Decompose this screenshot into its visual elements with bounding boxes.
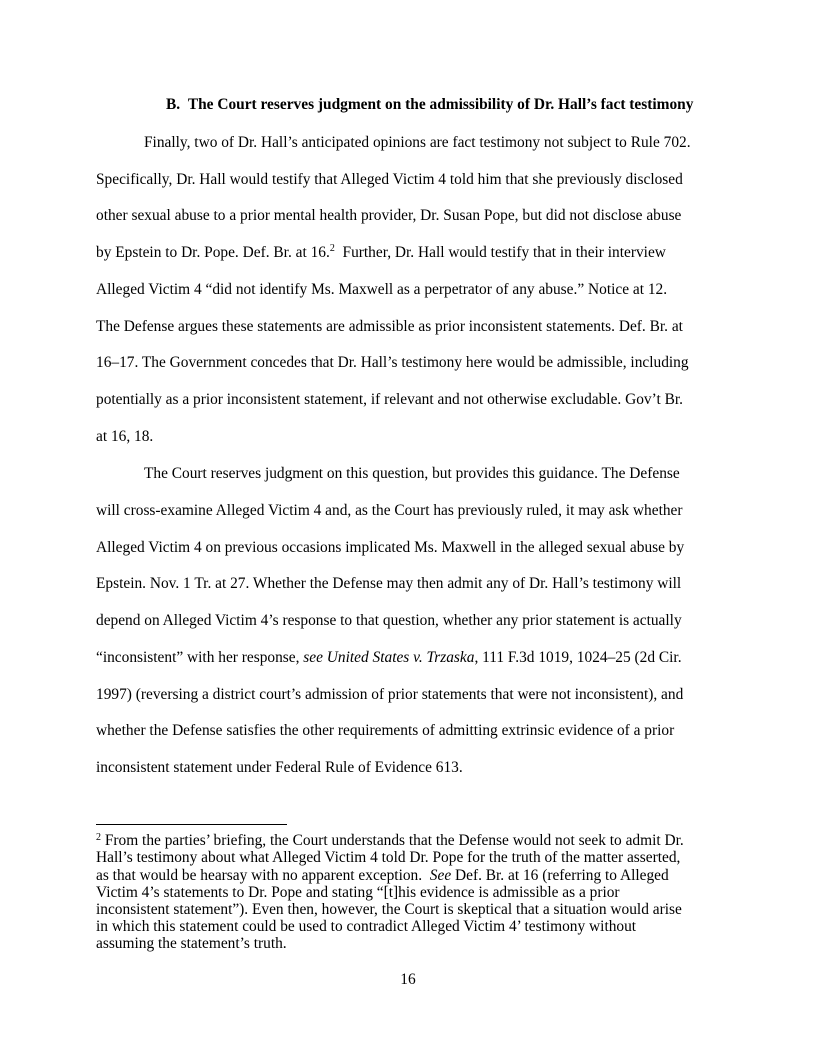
body-line: whether the Defense satisfies the other requirements of admitting extrinsic evidence of a prior <box>96 722 675 739</box>
signal-word: See <box>429 867 452 884</box>
footnote-text: From the parties’ briefing, the Court understands that the Defense would not seek to admit Dr. <box>101 832 684 849</box>
footnote-marker: 2 <box>96 832 101 843</box>
body-line <box>96 648 682 668</box>
body-line: 1997) (reversing a district court’s admission of prior statements that were not inconsistent), and <box>96 686 684 703</box>
body-line: The Defense argues these statements are admissible as prior inconsistent statements. Def. Br. at <box>96 318 683 335</box>
footnote-divider <box>96 824 287 825</box>
body-line: 16–17. The Government concedes that Dr. Hall’s testimony here would be admissible, including <box>96 354 689 371</box>
footnote-line: in which this statement could be used to contradict Alleged Victim 4’ testimony without <box>96 918 637 935</box>
body-line: potentially as a prior inconsistent statement, if relevant and not otherwise excludable. Gov’t Br. <box>96 391 683 408</box>
body-line: depend on Alleged Victim 4’s response to that question, whether any prior statement is actually <box>96 612 682 629</box>
body-line: will cross-examine Alleged Victim 4 and, as the Court has previously ruled, it may ask whether <box>96 502 683 519</box>
body-text: Further, Dr. Hall would testify that in their interview <box>334 244 666 261</box>
case-citation: see United States v. Trzaska <box>303 649 475 666</box>
footnote-line: Hall’s testimony about what Alleged Victim 4 told Dr. Pope for the truth of the matter asserted, <box>96 849 681 866</box>
footnote-line: assuming the statement’s truth. <box>96 935 287 952</box>
footnote-text: Def. Br. at 16 (referring to Alleged <box>451 867 669 884</box>
body-line: at 16, 18. <box>96 428 154 445</box>
body-line: Alleged Victim 4 “did not identify Ms. Maxwell as a perpetrator of any abuse.” Notice at 12. <box>96 281 668 298</box>
body-line: Alleged Victim 4 on previous occasions implicated Ms. Maxwell in the alleged sexual abuse by <box>96 539 685 556</box>
body-text: “inconsistent” with her response, <box>96 649 304 666</box>
body-line: The Court reserves judgment on this question, but provides this guidance. The Defense <box>144 465 680 482</box>
footnote-reference[interactable]: 2 <box>329 243 335 254</box>
body-line: Epstein. Nov. 1 Tr. at 27. Whether the Defense may then admit any of Dr. Hall’s testimony will <box>96 575 682 592</box>
footnote-line: inconsistent statement”). Even then, however, the Court is skeptical that a situation would arise <box>96 901 682 918</box>
section-heading <box>166 95 766 115</box>
page-number: 16 <box>400 971 416 988</box>
body-line <box>96 243 666 263</box>
body-text: , 111 F.3d 1019, 1024–25 (2d Cir. <box>474 649 682 666</box>
section-label: B. <box>166 96 181 113</box>
body-line: Specifically, Dr. Hall would testify that Alleged Victim 4 told him that she previously disclosed <box>96 171 683 188</box>
body-line: inconsistent statement under Federal Rule of Evidence 613. <box>96 759 463 776</box>
footnote-line <box>96 832 684 849</box>
body-line: other sexual abuse to a prior mental health provider, Dr. Susan Pope, but did not disclose abuse <box>96 207 682 224</box>
body-text: by Epstein to Dr. Pope. Def. Br. at 16. <box>96 244 330 261</box>
section-title: The Court reserves judgment on the admissibility of Dr. Hall’s fact testimony <box>187 96 694 113</box>
body-line: Finally, two of Dr. Hall’s anticipated opinions are fact testimony not subject to Rule 702. <box>144 134 691 151</box>
footnote-text: as that would be hearsay with no apparent exception. <box>96 867 430 884</box>
footnote-line: Victim 4’s statements to Dr. Pope and stating “[t]his evidence is admissible as a prior <box>96 884 620 901</box>
footnote-line <box>96 867 669 884</box>
